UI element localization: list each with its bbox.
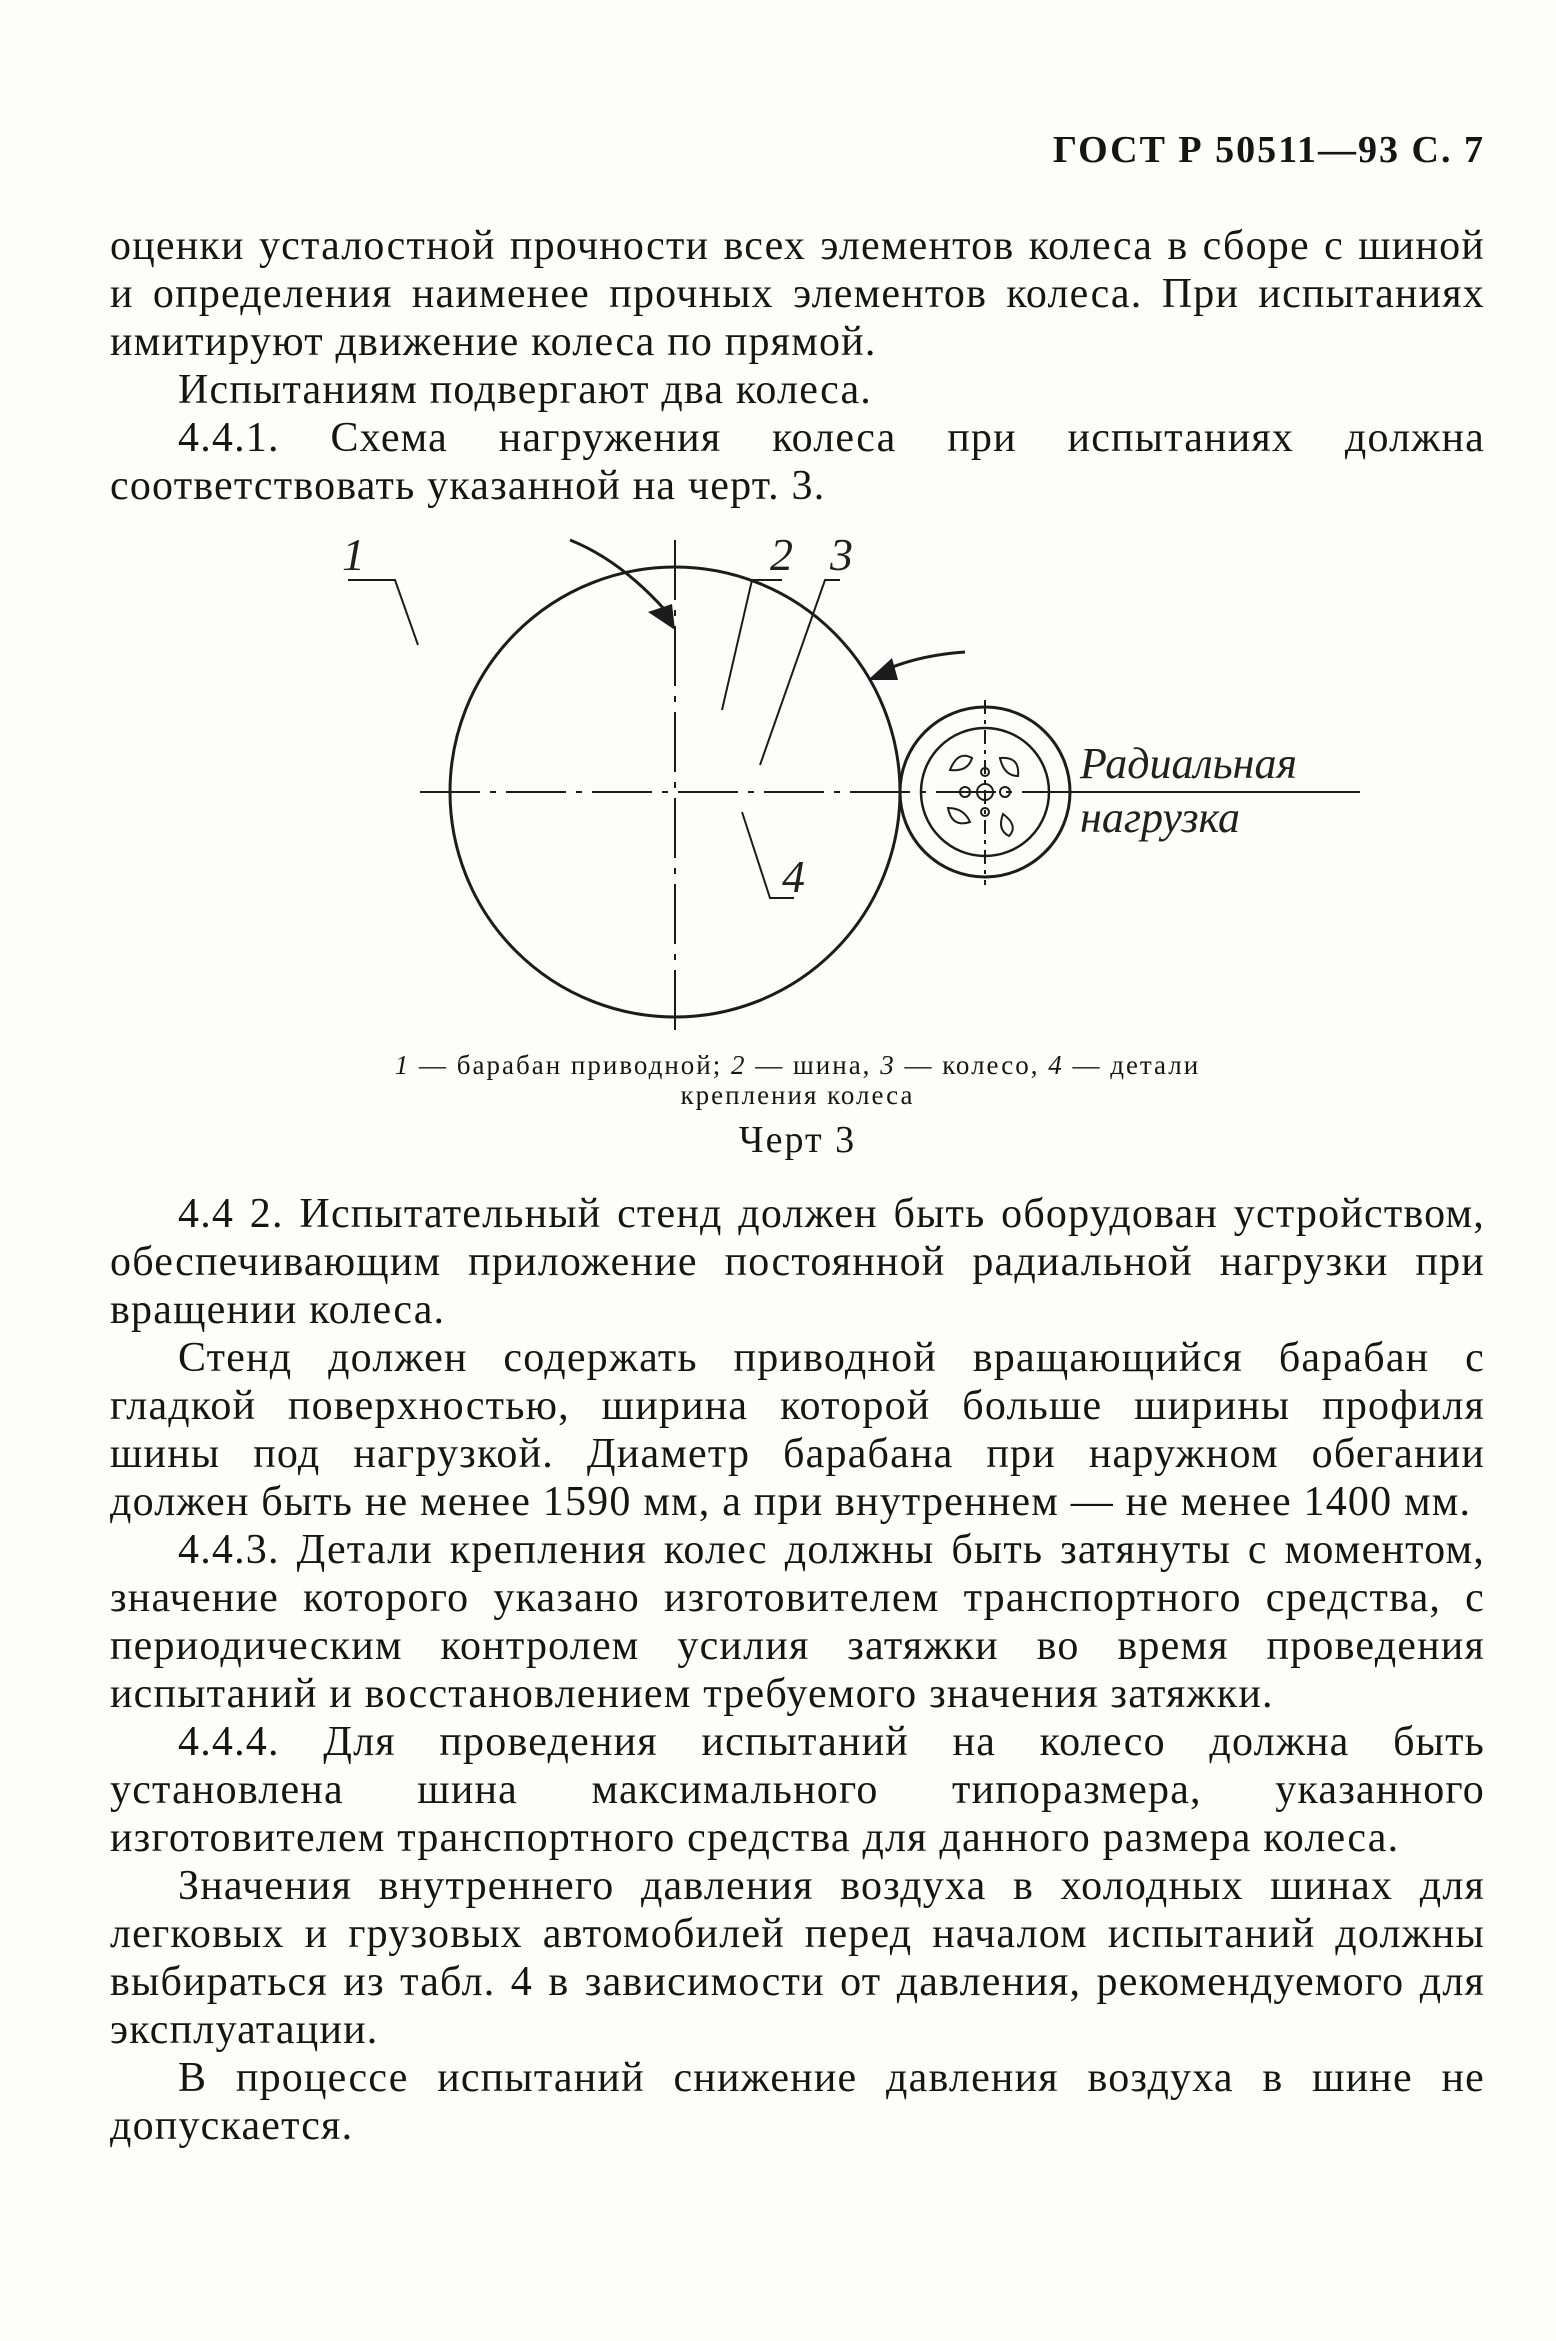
paragraph: 4.4.4. Для проведения испытаний на колесо должна быть установлена шина максимального типоразмера, указанного изготовителем транспортного средства для данного размера колеса. (110, 1719, 1485, 1861)
caption-num: 1 (394, 1050, 411, 1080)
paragraph: Испытаниям подвергают два колеса. (178, 367, 872, 413)
caption-num: 3 (880, 1050, 896, 1080)
page-header: ГОСТ Р 50511—93 С. 7 (1052, 129, 1485, 171)
figure-label-4: 4 (782, 851, 805, 902)
caption-num: 2 (731, 1050, 747, 1080)
wheel-hole-bottom-right (1001, 814, 1013, 836)
wheel-rotation-arrow (885, 652, 965, 670)
paragraph: Стенд должен содержать приводной вращающийся барабан с гладкой поверхностью, ширина которой больше ширины профиля шины под нагрузкой. Диаметр барабана при наружном обегании должен быть не менее 1590 мм, а при внутреннем — не менее 1400 мм. (110, 1335, 1485, 1525)
wheel-arrowhead (868, 658, 898, 680)
paragraph: В процессе испытаний снижение давления воздуха в шине не допускается. (110, 2055, 1485, 2149)
paragraph: Значения внутреннего давления воздуха в холодных шинах для легковых и грузовых автомобилей перед началом испытаний должны выбираться из табл. 4 в зависимости от давления, рекомендуемого для эксплуатации. (110, 1863, 1485, 2053)
caption-text: — детали (1072, 1050, 1201, 1080)
radial-load-label-line2: нагрузка (1080, 793, 1241, 842)
caption-num: 4 (1048, 1050, 1064, 1080)
leader-line-3 (760, 580, 840, 765)
leader-line-1 (348, 580, 418, 645)
bottom-text-block (110, 1190, 1485, 2150)
wheel-hole-top-right (1000, 758, 1018, 776)
figure-label-2: 2 (770, 529, 793, 580)
figure-label-3: 3 (830, 529, 853, 580)
radial-load-label-line1: Радиальная (1080, 739, 1297, 788)
figure-title: Черт 3 (738, 1119, 857, 1161)
caption-text: — колесо, (904, 1050, 1040, 1080)
drum-arrowhead (648, 604, 675, 630)
leader-line-2 (722, 580, 782, 710)
figure-label-1: 1 (342, 529, 365, 580)
paragraph: 4.4.3. Детали крепления колес должны быть затянуты с моментом, значение которого указано изготовителем транспортного средства, с периодическим контролем усилия затяжки во время проведения испытаний и восстановлением требуемого значения затяжки. (110, 1527, 1485, 1717)
document-page (110, 0, 1485, 2341)
wheel-hole-top-left (950, 756, 972, 771)
caption-line-1 (110, 1050, 1485, 1080)
paragraph: 4.4.1. Схема нагружения колеса при испытаниях должна соответствовать указанной на черт. 3. (110, 415, 1485, 509)
loading-scheme-drawing (320, 530, 1380, 1030)
caption-text: — шина, (755, 1050, 872, 1080)
top-text-block (110, 222, 1485, 510)
figure-caption (110, 1050, 1485, 1110)
caption-text: — барабан приводной; (419, 1050, 723, 1080)
wheel-hole-bottom-left (948, 808, 970, 823)
paragraph: 4.4 2. Испытательный стенд должен быть оборудован устройством, обеспечивающим приложение постоянной радиальной нагрузки при вращении колеса. (110, 1191, 1485, 1333)
loading-scheme-figure (320, 530, 1380, 1030)
caption-line-2: крепления колеса (680, 1080, 915, 1110)
paragraph: оценки усталостной прочности всех элементов колеса в сборе с шиной и определения наименее прочных элементов колеса. При испытаниях имитируют движение колеса по прямой. (110, 223, 1485, 365)
